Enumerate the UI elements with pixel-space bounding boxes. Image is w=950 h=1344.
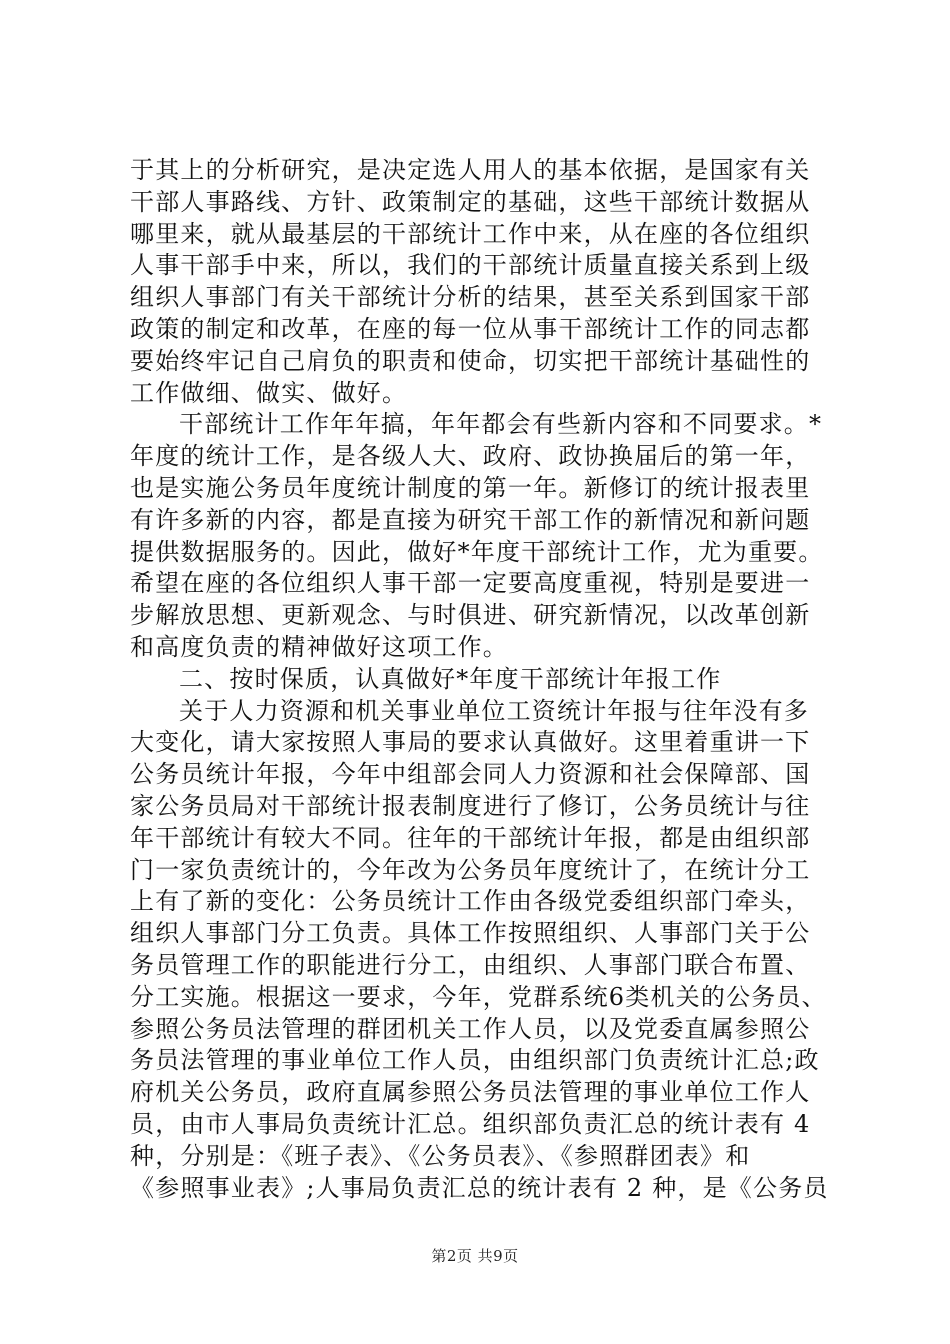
text-line: 组织人事部门有关干部统计分析的结果，甚至关系到国家干部 <box>130 283 811 312</box>
text-line: 家公务员局对干部统计报表制度进行了修订，公务员统计与往 <box>130 791 811 820</box>
text-line: 步解放思想、更新观念、与时俱进、研究新情况，以改革创新 <box>130 601 811 630</box>
text-line: 人事干部手中来，所以，我们的干部统计质量直接关系到上级 <box>130 251 811 280</box>
text-line: 参照公务员法管理的群团机关工作人员，以及党委直属参照公 <box>130 1014 811 1043</box>
document-body <box>130 155 835 1204</box>
text-line: 年干部统计有较大不同。往年的干部统计年报，都是由组织部 <box>130 823 811 852</box>
text-line: 提供数据服务的。因此，做好*年度干部统计工作，尤为重要。 <box>130 537 824 566</box>
text-line: 上有了新的变化：公务员统计工作由各级党委组织部门牵头， <box>130 887 811 916</box>
page-number-footer: 第2页 共9页 <box>431 1247 519 1265</box>
text-line: 门一家负责统计的，今年改为公务员年度统计了，在统计分工 <box>130 855 811 884</box>
text-line: 政策的制定和改革，在座的每一位从事干部统计工作的同志都 <box>130 314 811 343</box>
text-line: 员，由市人事局负责统计汇总。组织部负责汇总的统计表有 4 <box>130 1109 811 1138</box>
text-line: 分工实施。根据这一要求，今年，党群系统6类机关的公务员、 <box>130 982 827 1011</box>
text-line: 府机关公务员，政府直属参照公务员法管理的事业单位工作人 <box>130 1078 811 1107</box>
text-line: 要始终牢记自己肩负的职责和使命，切实把干部统计基础性的 <box>130 346 811 375</box>
text-line: 务员管理工作的职能进行分工，由组织、人事部门联合布置、 <box>130 950 811 979</box>
text-line: 哪里来，就从最基层的干部统计工作中来，从在座的各位组织 <box>130 219 811 248</box>
text-line: 组织人事部门分工负责。具体工作按照组织、人事部门关于公 <box>130 919 811 948</box>
text-line: 于其上的分析研究，是决定选人用人的基本依据，是国家有关 <box>130 156 811 184</box>
text-line: 也是实施公务员年度统计制度的第一年。新修订的统计报表里 <box>130 473 811 502</box>
text-line: 有许多新的内容，都是直接为研究干部工作的新情况和新问题 <box>130 505 811 534</box>
text-line: 工作做细、做实、做好。 <box>130 378 408 407</box>
text-line: 希望在座的各位组织人事干部一定要高度重视，特别是要进一 <box>130 569 811 598</box>
paragraph-start-line: 关于人力资源和机关事业单位工资统计年报与往年没有多 <box>179 696 809 725</box>
text-line: 务员法管理的事业单位工作人员，由组织部门负责统计汇总;政 <box>130 1046 820 1075</box>
text-line: 和高度负责的精神做好这项工作。 <box>130 632 508 661</box>
text-line: 《参照事业表》;人事局负责汇总的统计表有 2 种，是《公务员 <box>130 1173 829 1202</box>
paragraph-start-line: 干部统计工作年年搞，年年都会有些新内容和不同要求。* <box>179 410 823 439</box>
text-line: 种，分别是：《班子表》、《公务员表》、《参照群团表》和 <box>130 1141 751 1170</box>
text-line: 公务员统计年报，今年中组部会同人力资源和社会保障部、国 <box>130 760 811 789</box>
text-line: 年度的统计工作，是各级人大、政府、政协换届后的第一年， <box>130 442 811 471</box>
section-heading: 二、按时保质，认真做好*年度干部统计年报工作 <box>179 664 722 693</box>
text-line: 干部人事路线、方针、政策制定的基础，这些干部统计数据从 <box>130 187 811 216</box>
text-line: 大变化，请大家按照人事局的要求认真做好。这里着重讲一下 <box>130 728 811 757</box>
